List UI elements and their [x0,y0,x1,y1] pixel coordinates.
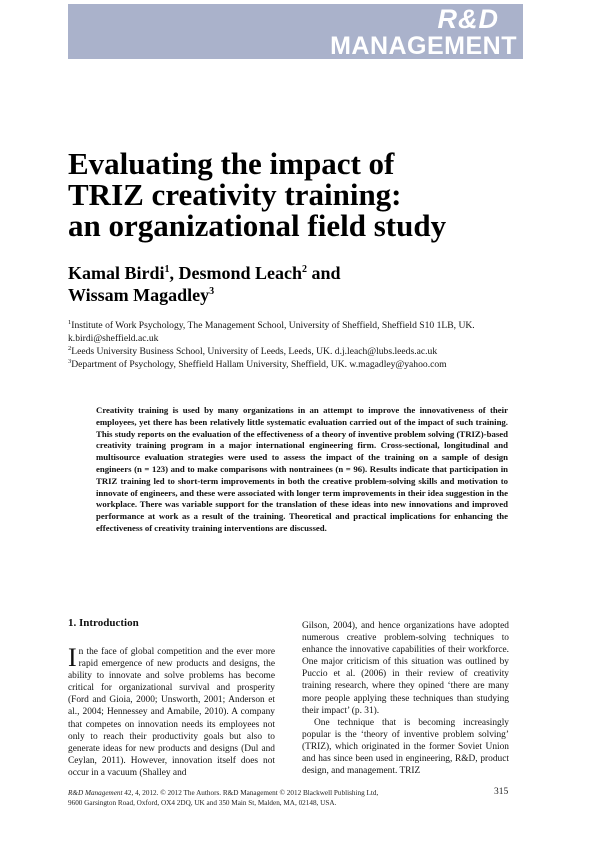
affiliation-marker: 2 [68,344,72,352]
author-separator: , [169,263,179,283]
author-separator: and [307,263,341,283]
intro-text: n the face of global competition and the ever more rapid emergence of new products and designs, the ability to innovate and solve problems has become critical for organizational survival and prosperity (Ford and Gioia, 2000; Unsworth, 2001; Anderson et al., 2004; Hennessey and Amabile, 2010). A company that competes on innovation needs its employees not only to reach their productivity goals but also to generate ideas for new products and designs (Dul and Ceylan, 2011). However, innovation itself does not occur in a vacuum (Shalley and [68,647,275,778]
body-paragraph: One technique that is becoming increasingly popular is the ‘theory of inventive problem solving’ (TRIZ), which originated in the former Soviet Union and has since been used in engineering, R&D, product design, and management. TRIZ [302,717,509,777]
footer-citation: 42, 4, 2012. © 2012 The Authors. R&D Management © 2012 Blackwell Publishing Ltd, [122,789,379,797]
affiliation-text: Institute of Work Psychology, The Management School, University of Sheffield, Sheffield S10 1LB, UK. k.birdi@sheffield.ac.uk [68,320,475,344]
journal-logo-management: MANAGEMENT [330,32,517,60]
page-footer [68,788,448,808]
page-number: 315 [494,787,509,797]
author-affil-marker: 1 [164,264,170,275]
footer-address: 9600 Garsington Road, Oxford, OX4 2DQ, UK and 350 Main St, Malden, MA, 02148, USA. [68,799,337,807]
author-name: Wissam Magadley [68,285,210,305]
affiliation-text: Leeds University Business School, University of Leeds, Leeds, UK. d.j.leach@lubs.leeds.ac.uk [71,346,438,357]
body-paragraph: Gilson, 2004), and hence organizations have adopted numerous creative problem-solving techniques to enhance the innovative capabilities of their workforce. One major criticism of this situation was outlined by Puccio et al. (2006) in their review of creativity training research, where they opined ‘there are many more people applying these techniques than studying their impact’ (p. 31). [302,621,509,716]
affiliation-item [68,319,538,345]
section-heading: 1. Introduction [68,617,139,629]
drop-cap: I [68,643,77,672]
affiliation-marker: 1 [68,318,72,326]
right-column [302,620,509,777]
article-title [68,148,538,241]
affiliation-item [68,358,538,371]
author-name: Kamal Birdi [68,263,165,283]
author-list [68,262,538,306]
author-affil-marker: 3 [209,286,215,297]
abstract: Creativity training is used by many organizations in an attempt to improve the innovativeness of their employees, yet there has been relatively little systematic evaluation carried out of the impact of such training. This study reports on the evaluation of the effectiveness of a theory of inventive problem solving (TRIZ)-based creativity training program in a major international engineering firm. Cross-sectional, longitudinal and multisource evaluation strategies were used to assess the impact of the training on a sample of design engineers (n = 123) and to make comparisons with nontrainees (n = 96). Results indicate that participation in TRIZ training led to short-term improvements in both the creative problem-solving skills and motivation to innovate of engineers, and these were associated with longer term improvements in their idea suggestion in the workplace. There was variable support for the translation of these ideas into new innovations and improved performance at work as a result of the training. Theoretical and practical implications for enhancing the effectiveness of creativity training interventions are discussed. [96,405,508,533]
author-name: Desmond Leach [178,263,303,283]
journal-banner [68,4,523,59]
intro-paragraph [68,643,275,779]
title-line: an organizational field study [68,208,447,243]
affiliation-item [68,345,538,358]
title-line: TRIZ creativity training: [68,177,402,212]
affiliation-text: Department of Psychology, Sheffield Hallam University, Sheffield, UK. w.magadley@yahoo.com [71,359,447,370]
author-affil-marker: 2 [302,264,308,275]
affiliation-marker: 3 [68,357,72,365]
left-column [68,616,275,779]
journal-logo-rd: R&D [437,4,499,34]
title-line: Evaluating the impact of [68,146,395,181]
affiliations [68,319,538,371]
footer-journal-name: R&D Management [68,789,123,797]
